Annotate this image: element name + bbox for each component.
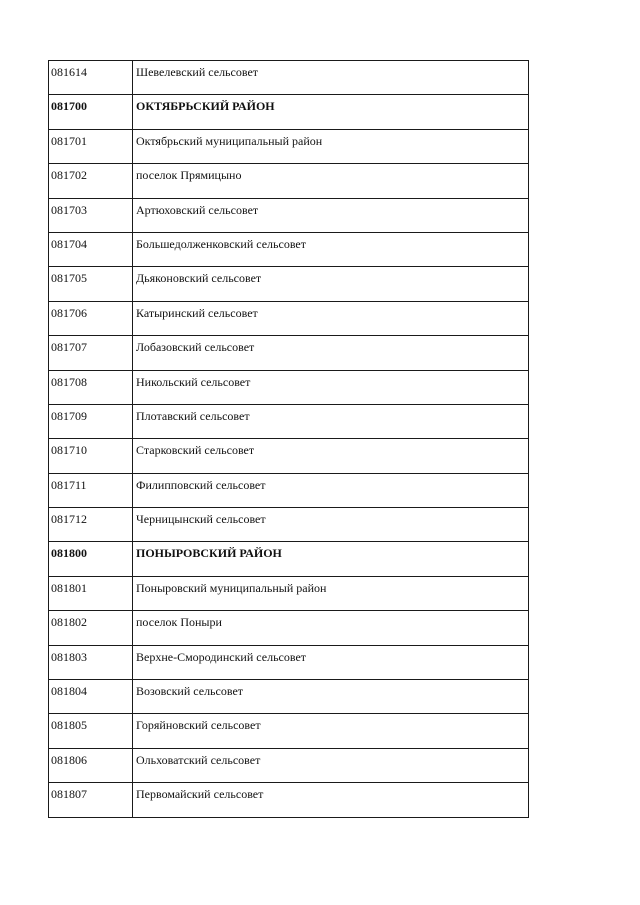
code-text: 081700 bbox=[51, 99, 87, 114]
code-text: 081702 bbox=[51, 168, 87, 183]
name-cell bbox=[133, 198, 529, 232]
table-row bbox=[49, 576, 529, 610]
name-text: Ольховатский сельсовет bbox=[136, 752, 261, 767]
table-row bbox=[49, 301, 529, 335]
code-cell bbox=[49, 61, 133, 95]
table-row bbox=[49, 611, 529, 645]
code-cell bbox=[49, 748, 133, 782]
name-cell bbox=[133, 164, 529, 198]
name-cell bbox=[133, 645, 529, 679]
name-text: Октябрьский муниципальный район bbox=[136, 133, 323, 148]
code-text: 081710 bbox=[51, 443, 87, 458]
district-header-row bbox=[49, 542, 529, 576]
code-text: 081803 bbox=[51, 649, 87, 664]
code-cell bbox=[49, 645, 133, 679]
name-text: Артюховский сельсовет bbox=[136, 202, 259, 217]
code-text: 081802 bbox=[51, 615, 87, 630]
name-text: поселок Прямицыно bbox=[136, 168, 242, 183]
table-row bbox=[49, 748, 529, 782]
name-text: Старковский сельсовет bbox=[136, 443, 255, 458]
code-cell bbox=[49, 473, 133, 507]
name-cell bbox=[133, 404, 529, 438]
code-cell bbox=[49, 783, 133, 817]
name-text: ПОНЫРОВСКИЙ РАЙОН bbox=[136, 546, 282, 561]
table-row bbox=[49, 439, 529, 473]
code-cell bbox=[49, 714, 133, 748]
table-row bbox=[49, 198, 529, 232]
table-row bbox=[49, 336, 529, 370]
name-cell bbox=[133, 439, 529, 473]
code-text: 081712 bbox=[51, 512, 87, 527]
name-cell bbox=[133, 508, 529, 542]
code-cell bbox=[49, 95, 133, 129]
code-text: 081807 bbox=[51, 787, 87, 802]
code-cell bbox=[49, 404, 133, 438]
table-row bbox=[49, 61, 529, 95]
name-text: Филипповский сельсовет bbox=[136, 477, 266, 492]
name-cell bbox=[133, 783, 529, 817]
name-text: Верхне-Смородинский сельсовет bbox=[136, 649, 307, 664]
name-cell bbox=[133, 232, 529, 266]
name-text: Горяйновский сельсовет bbox=[136, 718, 261, 733]
name-text: Никольский сельсовет bbox=[136, 374, 251, 389]
district-header-row bbox=[49, 95, 529, 129]
name-cell bbox=[133, 714, 529, 748]
name-cell bbox=[133, 61, 529, 95]
name-cell bbox=[133, 748, 529, 782]
code-cell bbox=[49, 576, 133, 610]
code-cell bbox=[49, 370, 133, 404]
code-cell bbox=[49, 232, 133, 266]
code-text: 081706 bbox=[51, 305, 87, 320]
code-cell bbox=[49, 542, 133, 576]
name-text: Поныровский муниципальный район bbox=[136, 580, 327, 595]
name-text: Первомайский сельсовет bbox=[136, 787, 264, 802]
code-cell bbox=[49, 680, 133, 714]
name-text: Плотавский сельсовет bbox=[136, 408, 250, 423]
code-text: 081704 bbox=[51, 236, 87, 251]
table-row bbox=[49, 370, 529, 404]
code-table-body bbox=[49, 61, 529, 818]
code-text: 081707 bbox=[51, 340, 87, 355]
code-text: 081614 bbox=[51, 65, 87, 79]
code-cell bbox=[49, 439, 133, 473]
code-text: 081703 bbox=[51, 202, 87, 217]
code-text: 081711 bbox=[51, 477, 87, 492]
name-text: Черницынский сельсовет bbox=[136, 512, 266, 527]
code-cell bbox=[49, 301, 133, 335]
table-row bbox=[49, 508, 529, 542]
code-text: 081804 bbox=[51, 684, 87, 699]
table-row bbox=[49, 473, 529, 507]
code-cell bbox=[49, 129, 133, 163]
name-cell bbox=[133, 301, 529, 335]
name-cell bbox=[133, 542, 529, 576]
table-row bbox=[49, 129, 529, 163]
code-text: 081806 bbox=[51, 752, 87, 767]
table-row bbox=[49, 232, 529, 266]
table-row bbox=[49, 645, 529, 679]
name-text: Большедолженковский сельсовет bbox=[136, 236, 306, 251]
name-cell bbox=[133, 576, 529, 610]
code-cell bbox=[49, 198, 133, 232]
table-row bbox=[49, 164, 529, 198]
name-text: поселок Поныри bbox=[136, 615, 222, 630]
code-text: 081709 bbox=[51, 408, 87, 423]
name-cell bbox=[133, 370, 529, 404]
name-cell bbox=[133, 680, 529, 714]
name-cell bbox=[133, 267, 529, 301]
name-cell bbox=[133, 473, 529, 507]
name-cell bbox=[133, 611, 529, 645]
name-cell bbox=[133, 336, 529, 370]
table-row bbox=[49, 404, 529, 438]
table-row bbox=[49, 783, 529, 817]
code-cell bbox=[49, 267, 133, 301]
code-table bbox=[48, 60, 529, 818]
table-row bbox=[49, 267, 529, 301]
code-text: 081701 bbox=[51, 133, 87, 148]
code-cell bbox=[49, 611, 133, 645]
code-text: 081705 bbox=[51, 271, 87, 286]
code-cell bbox=[49, 164, 133, 198]
code-cell bbox=[49, 508, 133, 542]
code-text: 081708 bbox=[51, 374, 87, 389]
code-text: 081801 bbox=[51, 580, 87, 595]
table-row bbox=[49, 714, 529, 748]
table-row bbox=[49, 680, 529, 714]
name-text: Шевелевский сельсовет bbox=[136, 65, 259, 79]
name-text: ОКТЯБРЬСКИЙ РАЙОН bbox=[136, 99, 275, 114]
name-text: Катыринский сельсовет bbox=[136, 305, 258, 320]
code-text: 081805 bbox=[51, 718, 87, 733]
code-cell bbox=[49, 336, 133, 370]
code-text: 081800 bbox=[51, 546, 87, 561]
name-cell bbox=[133, 129, 529, 163]
name-text: Возовский сельсовет bbox=[136, 684, 244, 699]
name-text: Дьяконовский сельсовет bbox=[136, 271, 262, 286]
name-text: Лобазовский сельсовет bbox=[136, 340, 255, 355]
name-cell bbox=[133, 95, 529, 129]
